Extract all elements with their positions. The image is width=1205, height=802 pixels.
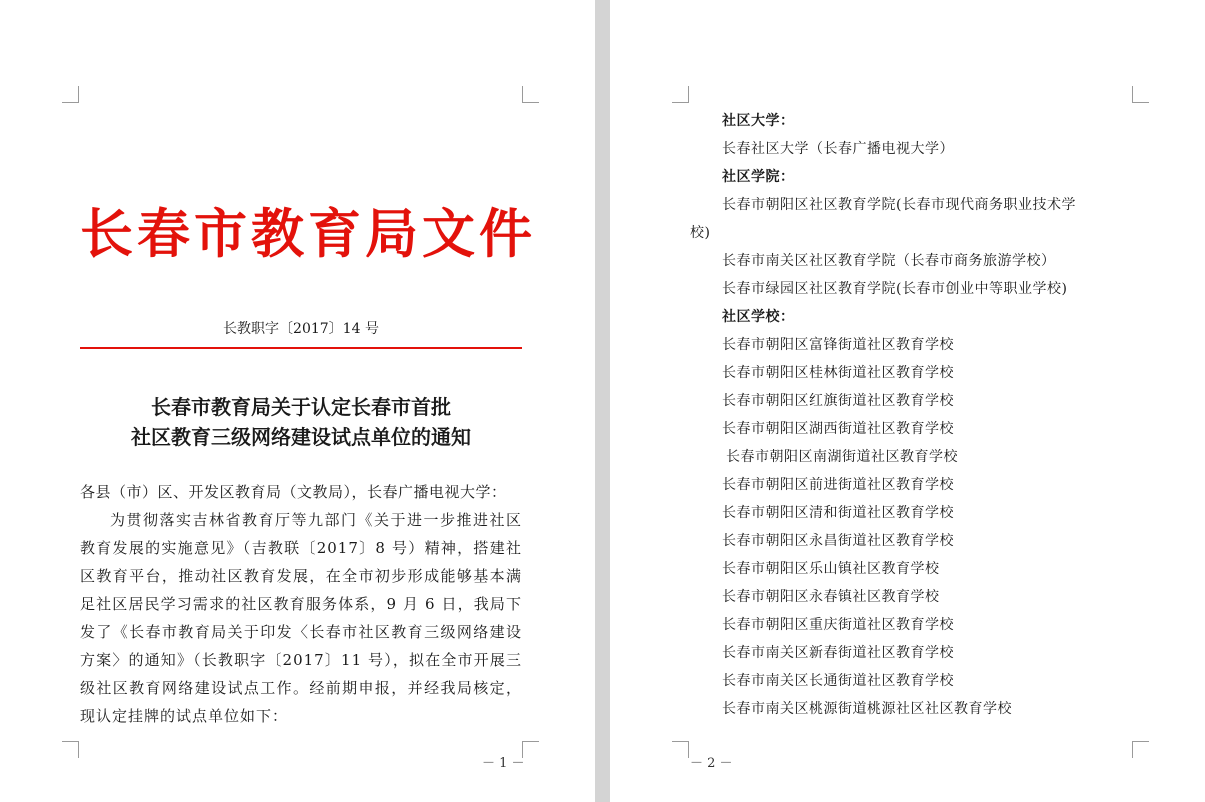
pilot-unit-list (690, 107, 1150, 723)
list-item: 校) (690, 225, 711, 241)
list-item: 长春市南关区社区教育学院（长春市商务旅游学校） (722, 253, 1056, 269)
list-item: 长春市朝阳区社区教育学院(长春市现代商务职业技术学 (722, 197, 1076, 213)
list-item: 长春市朝阳区前进街道社区教育学校 (722, 477, 954, 493)
list-item: 长春市朝阳区湖西街道社区教育学校 (722, 421, 954, 437)
list-item: 长春市朝阳区永昌街道社区教育学校 (722, 533, 954, 549)
list-item: 长春市朝阳区乐山镇社区教育学校 (722, 561, 940, 577)
crop-mark (62, 741, 79, 758)
crop-mark (1132, 741, 1149, 758)
page-number: － 2 － (690, 756, 733, 771)
section-heading: 社区学校： (722, 309, 795, 325)
list-item: 长春市朝阳区南湖街道社区教育学校 (726, 449, 958, 465)
red-divider (80, 347, 522, 349)
crop-mark (1132, 86, 1149, 103)
body-paragraph: 为贯彻落实吉林省教育厅等九部门《关于进一步推进社区教育发展的实施意见》（吉教联〔2017〕8 号）精神，搭建社区教育平台，推动社区教育发展，在全市初步形成能够基本满足社区居民学习需求的社区教育服务体系，9 月 6 日，我局下发了《长春市教育局关于印发〈长春市社区教育三级网络建设方案〉的通知》（长教职字〔2017〕11 号），拟在全市开展三级社区教育网络建设试点工作。经前期申报，并经我局核定，现认定挂牌的试点单位如下： (80, 511, 522, 725)
list-item: 长春市朝阳区桂林街道社区教育学校 (722, 365, 954, 381)
list-item: 长春市南关区新春街道社区教育学校 (722, 645, 954, 661)
section-heading: 社区学院： (722, 169, 795, 185)
crop-mark (62, 86, 79, 103)
document-number: 长教职字〔2017〕14 号 (223, 321, 379, 337)
crop-mark (522, 741, 539, 758)
list-item: 长春市绿园区社区教育学院(长春市创业中等职业学校) (722, 281, 1068, 297)
list-item: 长春市朝阳区重庆街道社区教育学校 (722, 617, 954, 633)
list-item: 长春市朝阳区红旗街道社区教育学校 (722, 393, 954, 409)
section-heading: 社区大学： (722, 113, 795, 129)
page-number: － 1 － (482, 756, 525, 771)
document-page-2 (610, 0, 1205, 802)
list-item: 长春市南关区桃源街道桃源社区社区教育学校 (722, 701, 1012, 717)
document-header: 长春市教育局文件 (80, 203, 536, 265)
list-item: 长春市朝阳区清和街道社区教育学校 (722, 505, 954, 521)
document-title-line-1: 长春市教育局关于认定长春市首批 (151, 395, 451, 419)
page-gap (595, 0, 610, 802)
crop-mark (522, 86, 539, 103)
document-title-line-2: 社区教育三级网络建设试点单位的通知 (131, 425, 471, 449)
document-page-1 (0, 0, 595, 802)
list-item: 长春市朝阳区富锋街道社区教育学校 (722, 337, 954, 353)
list-item: 长春社区大学（长春广播电视大学） (722, 141, 954, 157)
salutation: 各县（市）区、开发区教育局（文教局），长春广播电视大学： (80, 483, 507, 501)
crop-mark (672, 86, 689, 103)
crop-mark (672, 741, 689, 758)
list-item: 长春市南关区长通街道社区教育学校 (722, 673, 954, 689)
list-item: 长春市朝阳区永春镇社区教育学校 (722, 589, 940, 605)
document-body (80, 478, 522, 730)
